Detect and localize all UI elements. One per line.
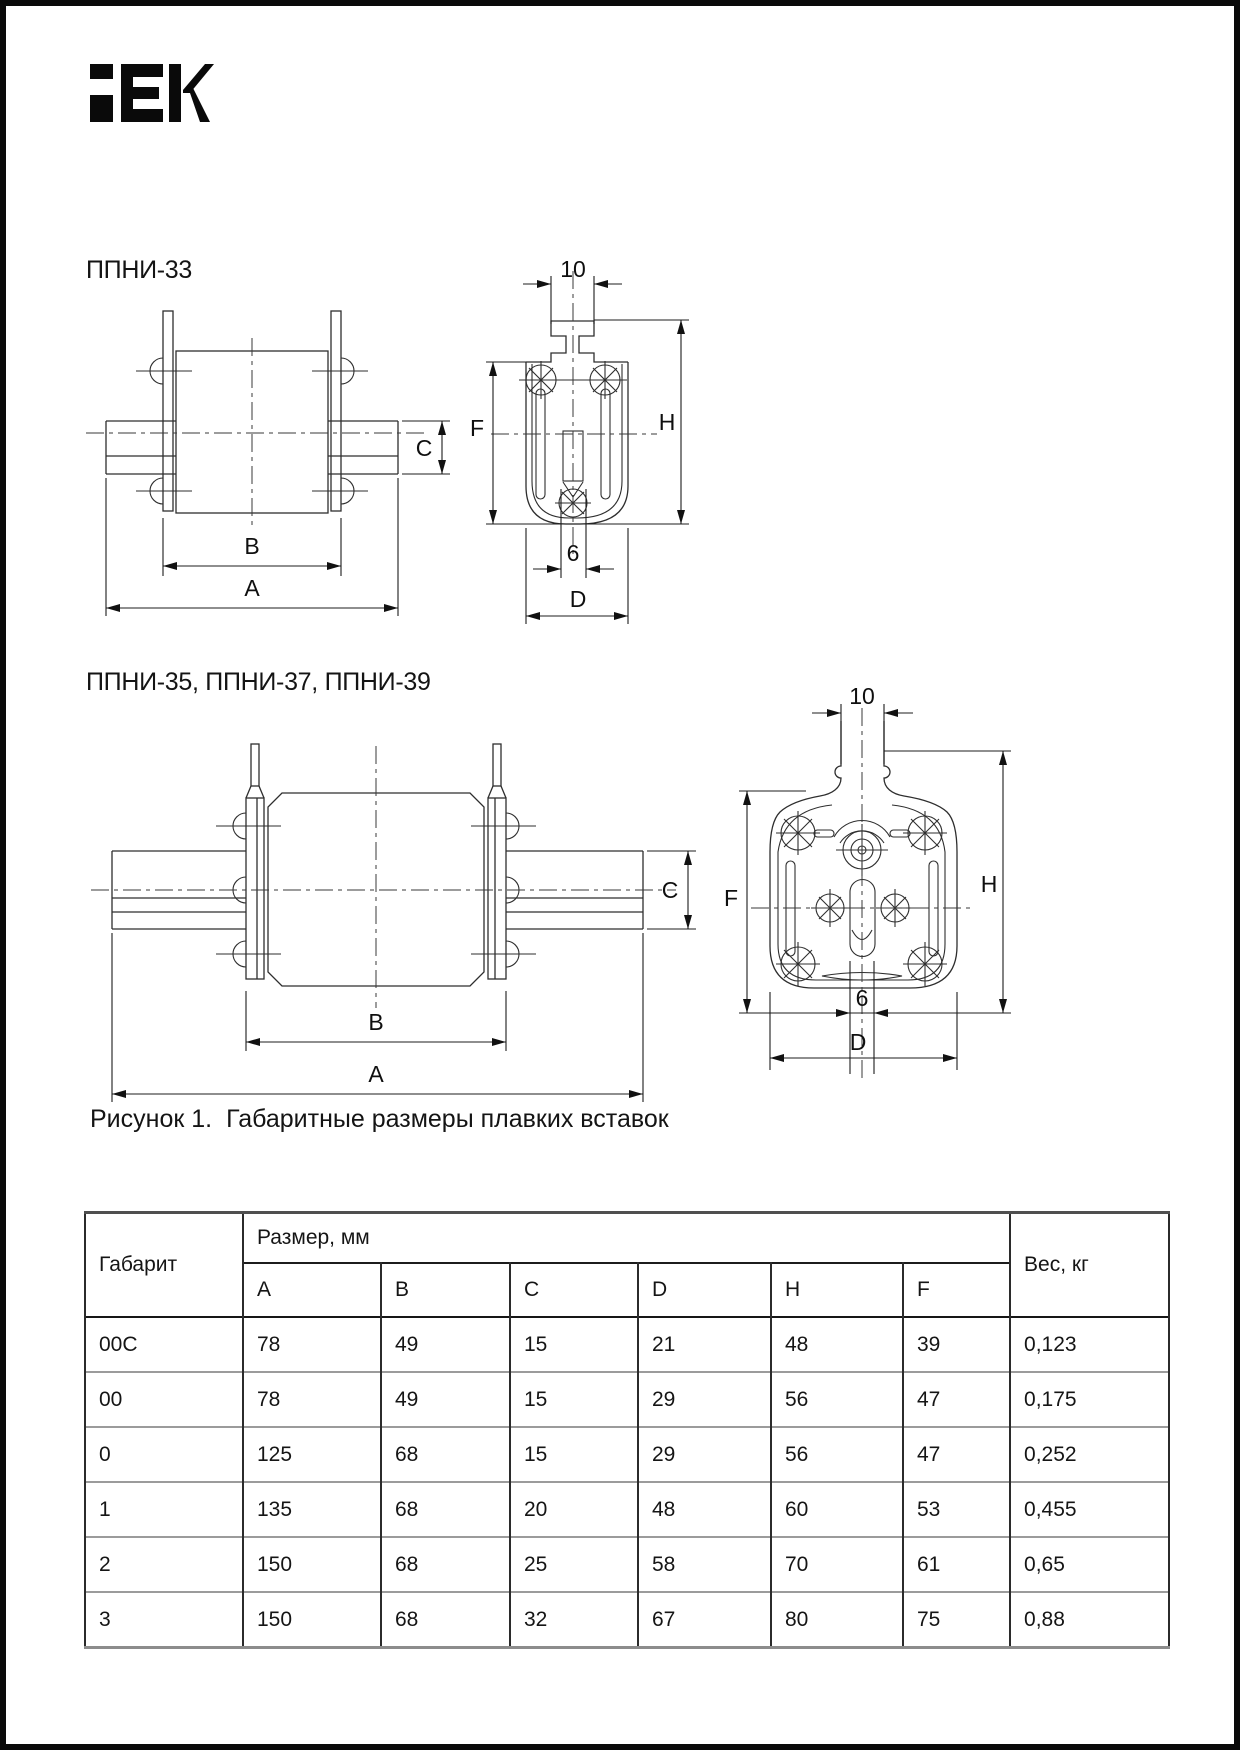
cell-weight: 0,175 (1010, 1372, 1169, 1427)
busbar-left (106, 421, 176, 474)
dim-label-d: D (849, 1029, 867, 1055)
cell-d: 58 (638, 1537, 771, 1592)
dim-label-10: 10 (849, 683, 875, 709)
cell-h: 56 (771, 1427, 903, 1482)
iek-logo (88, 62, 214, 124)
cell-weight: 0,455 (1010, 1482, 1169, 1537)
cell-weight: 0,252 (1010, 1427, 1169, 1482)
cell-b: 68 (381, 1592, 510, 1648)
dimensions-table (84, 1211, 1170, 1649)
cell-f: 61 (903, 1537, 1010, 1592)
cell-b: 68 (381, 1427, 510, 1482)
ppni-35-side-view (76, 646, 716, 1116)
cell-c: 25 (510, 1537, 638, 1592)
busbar-right (328, 421, 398, 474)
table-row (85, 1537, 1169, 1592)
cell-c: 20 (510, 1482, 638, 1537)
header-size-mm: Размер, мм (243, 1213, 1010, 1264)
corner-rivet-circle (776, 811, 820, 855)
ppni-33-side-view (76, 246, 456, 626)
dim-label-d: D (569, 586, 587, 612)
dim-f (486, 362, 526, 524)
cell-d: 48 (638, 1482, 771, 1537)
corner-rivet-circle (903, 942, 947, 986)
cell-b: 68 (381, 1482, 510, 1537)
cell-d: 67 (638, 1592, 771, 1648)
col-header-a: A (243, 1263, 381, 1317)
cell-h: 80 (771, 1592, 903, 1648)
cell-d: 21 (638, 1317, 771, 1372)
dim-label-10: 10 (560, 256, 586, 282)
cell-f: 39 (903, 1317, 1010, 1372)
ppni-35-front-view (706, 646, 1046, 1116)
cell-f: 53 (903, 1482, 1010, 1537)
dim-label-h: H (980, 871, 998, 897)
cell-weight: 0,65 (1010, 1537, 1169, 1592)
side-slot-right (601, 389, 610, 499)
table-row (85, 1317, 1169, 1372)
cell-d: 29 (638, 1372, 771, 1427)
figure-caption-number: Рисунок 1. (90, 1105, 213, 1133)
cell-d: 29 (638, 1427, 771, 1482)
table-row (85, 1372, 1169, 1427)
cell-c: 15 (510, 1427, 638, 1482)
blade-right (488, 744, 506, 979)
dim-label-f: F (723, 885, 739, 911)
figure-caption (90, 1105, 669, 1134)
cell-a: 78 (243, 1317, 381, 1372)
cell-gabarit: 1 (85, 1482, 243, 1537)
dim-label-b: B (244, 533, 260, 559)
cell-b: 68 (381, 1537, 510, 1592)
cell-b: 49 (381, 1317, 510, 1372)
side-slot-left (536, 389, 545, 499)
col-header-c: C (510, 1263, 638, 1317)
table-row (85, 1482, 1169, 1537)
cell-h: 70 (771, 1537, 903, 1592)
cell-gabarit: 0 (85, 1427, 243, 1482)
cell-a: 150 (243, 1592, 381, 1648)
dim-label-f: F (469, 415, 485, 441)
dim-label-h: H (658, 409, 676, 435)
col-header-d: D (638, 1263, 771, 1317)
blade-left (163, 311, 173, 511)
cell-h: 48 (771, 1317, 903, 1372)
dim-label-a: A (368, 1061, 384, 1087)
dim-label-c: C (415, 435, 433, 461)
section-title-ppni-33: ППНИ-33 (86, 256, 192, 284)
cell-c: 32 (510, 1592, 638, 1648)
table-row (85, 1427, 1169, 1482)
cell-c: 15 (510, 1372, 638, 1427)
cell-gabarit: 00 (85, 1372, 243, 1427)
dim-label-c: C (661, 877, 679, 903)
cell-gabarit: 00C (85, 1317, 243, 1372)
cell-f: 47 (903, 1427, 1010, 1482)
dim-label-b: B (368, 1009, 384, 1035)
cell-f: 75 (903, 1592, 1010, 1648)
dim-f (739, 791, 806, 1013)
col-header-b: B (381, 1263, 510, 1317)
dim-label-6: 6 (566, 540, 580, 566)
ppni-33-front-view (461, 246, 701, 636)
header-weight-kg: Вес, кг (1010, 1213, 1169, 1318)
cell-a: 78 (243, 1372, 381, 1427)
cell-weight: 0,88 (1010, 1592, 1169, 1648)
section-title-ppni-35-37-39: ППНИ-35, ППНИ-37, ППНИ-39 (86, 668, 431, 696)
cell-h: 56 (771, 1372, 903, 1427)
col-header-f: F (903, 1263, 1010, 1317)
cell-c: 15 (510, 1317, 638, 1372)
cell-gabarit: 2 (85, 1537, 243, 1592)
header-gabarit: Габарит (85, 1213, 243, 1318)
cell-h: 60 (771, 1482, 903, 1537)
cell-f: 47 (903, 1372, 1010, 1427)
blade-right (331, 311, 341, 511)
col-header-h: H (771, 1263, 903, 1317)
cell-a: 125 (243, 1427, 381, 1482)
cell-a: 150 (243, 1537, 381, 1592)
iek-logo-graphic (88, 62, 214, 124)
figure-caption-text: Габаритные размеры плавких вставок (226, 1105, 669, 1133)
table-row (85, 1592, 1169, 1648)
blade-left (246, 744, 264, 979)
dimensions-table-wrap (84, 1211, 1170, 1649)
top-blade (526, 321, 628, 362)
cell-gabarit: 3 (85, 1592, 243, 1648)
dim-label-6: 6 (855, 985, 869, 1011)
cell-b: 49 (381, 1372, 510, 1427)
cell-weight: 0,123 (1010, 1317, 1169, 1372)
cell-a: 135 (243, 1482, 381, 1537)
dim-label-a: A (244, 575, 260, 601)
